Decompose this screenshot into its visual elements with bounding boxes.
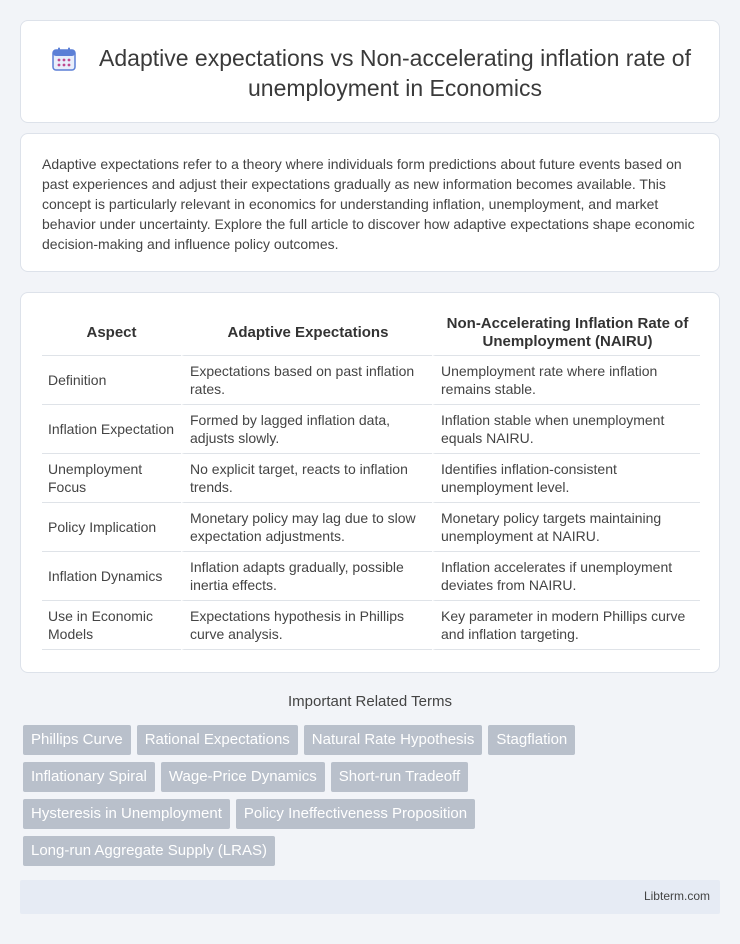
row-aspect: Inflation Dynamics xyxy=(42,552,181,601)
table-row xyxy=(42,356,700,405)
tag-short-run-tradeoff[interactable]: Short-run Tradeoff xyxy=(331,762,468,792)
row-nairu: Inflation stable when unemployment equals NAIRU. xyxy=(432,405,700,454)
row-aspect: Policy Implication xyxy=(42,503,181,552)
row-adaptive: Monetary policy may lag due to slow expectation adjustments. xyxy=(181,503,432,552)
row-nairu: Inflation accelerates if unemployment deviates from NAIRU. xyxy=(432,552,700,601)
table-row xyxy=(42,601,700,650)
row-nairu: Unemployment rate where inflation remains stable. xyxy=(432,356,700,405)
tag-lras[interactable]: Long-run Aggregate Supply (LRAS) xyxy=(23,836,275,866)
table-row xyxy=(42,454,700,503)
tag-wage-price-dynamics[interactable]: Wage-Price Dynamics xyxy=(161,762,325,792)
footer xyxy=(20,880,720,914)
table-header-row xyxy=(42,311,700,356)
tag-stagflation[interactable]: Stagflation xyxy=(488,725,575,755)
intro-text: Adaptive expectations refer to a theory where individuals form predictions about future events based on past experiences and adjust their expectations gradually as new information becomes available. This concept is particularly relevant in economics for understanding inflation, unemployment, and market behavior under uncertainty. Explore the full article to discover how adaptive expectations shape economic decision-making and influence policy outcomes. xyxy=(42,156,695,252)
tag-row xyxy=(23,725,713,755)
tag-phillips-curve[interactable]: Phillips Curve xyxy=(23,725,131,755)
table-row xyxy=(42,405,700,454)
row-adaptive: Inflation adapts gradually, possible inertia effects. xyxy=(181,552,432,601)
table-row xyxy=(42,503,700,552)
row-aspect: Definition xyxy=(42,356,181,405)
related-terms xyxy=(23,725,713,873)
header-nairu: Non-Accelerating Inflation Rate of Unemployment (NAIRU) xyxy=(432,311,700,356)
row-adaptive: Formed by lagged inflation data, adjusts slowly. xyxy=(181,405,432,454)
table-row xyxy=(42,552,700,601)
tag-inflationary-spiral[interactable]: Inflationary Spiral xyxy=(23,762,155,792)
row-adaptive: Expectations hypothesis in Phillips curve analysis. xyxy=(181,601,432,650)
footer-brand[interactable]: Libterm.com xyxy=(643,889,710,903)
tag-rational-expectations[interactable]: Rational Expectations xyxy=(137,725,298,755)
row-aspect: Use in Economic Models xyxy=(42,601,181,650)
comparison-card xyxy=(20,292,720,673)
row-nairu: Monetary policy targets maintaining unemployment at NAIRU. xyxy=(432,503,700,552)
row-adaptive: No explicit target, reacts to inflation trends. xyxy=(181,454,432,503)
header-aspect: Aspect xyxy=(42,311,181,356)
title-card xyxy=(20,20,720,123)
row-aspect: Unemployment Focus xyxy=(42,454,181,503)
row-nairu: Identifies inflation-consistent unemployment level. xyxy=(432,454,700,503)
tag-policy-ineffectiveness[interactable]: Policy Ineffectiveness Proposition xyxy=(236,799,475,829)
related-terms-title: Important Related Terms xyxy=(288,693,452,710)
intro-card xyxy=(20,133,720,272)
row-nairu: Key parameter in modern Phillips curve and inflation targeting. xyxy=(432,601,700,650)
header-adaptive: Adaptive Expectations xyxy=(181,311,432,356)
row-aspect: Inflation Expectation xyxy=(42,405,181,454)
comparison-table xyxy=(42,311,700,650)
tag-row xyxy=(23,836,713,866)
tag-row xyxy=(23,799,713,829)
tag-row xyxy=(23,762,713,792)
tag-hysteresis[interactable]: Hysteresis in Unemployment xyxy=(23,799,230,829)
tag-natural-rate-hypothesis[interactable]: Natural Rate Hypothesis xyxy=(304,725,483,755)
row-adaptive: Expectations based on past inflation rates. xyxy=(181,356,432,405)
page-title: Adaptive expectations vs Non-accelerating inflation rate of unemployment in Economics xyxy=(99,45,691,101)
